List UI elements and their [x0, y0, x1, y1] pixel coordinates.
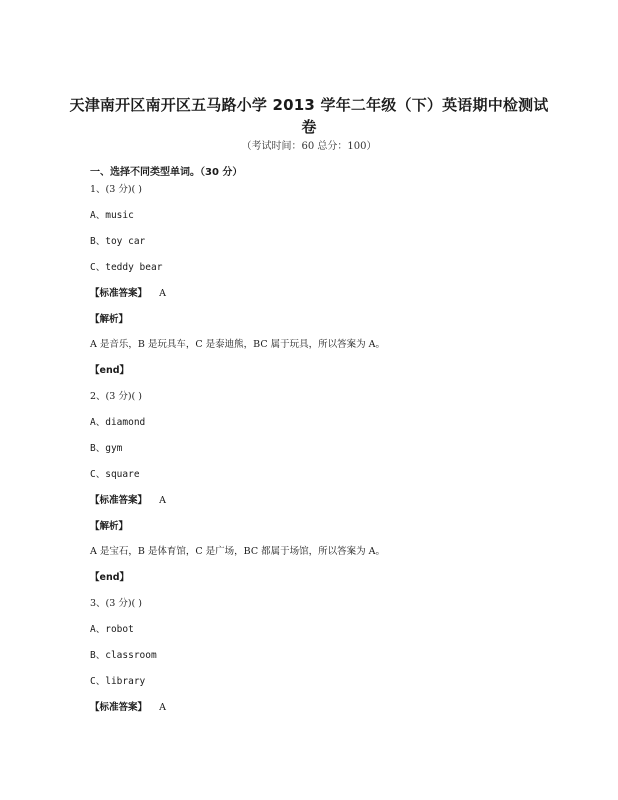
section-heading: 一、选择不同类型单词。（30 分）	[90, 167, 243, 178]
question-2-option-c: C、square	[90, 469, 140, 480]
question-2-stem: 2、(3 分)( )	[90, 391, 142, 402]
question-2-end: 【end】	[90, 572, 130, 583]
question-2-option-a: A、diamond	[90, 417, 146, 428]
question-2-answer: A	[159, 495, 166, 506]
question-1-end: 【end】	[90, 365, 130, 376]
answer-label: 【标准答案】	[90, 288, 148, 299]
question-3-option-c: C、library	[90, 676, 146, 687]
question-2-analysis-label: 【解析】	[90, 521, 129, 532]
question-3-answer-row	[90, 701, 166, 714]
question-3-stem: 3、(3 分)( )	[90, 598, 142, 609]
question-2-option-b: B、gym	[90, 443, 123, 454]
exam-title-line-2: 卷	[301, 118, 317, 136]
question-3-answer: A	[159, 702, 166, 713]
question-2-answer-row	[90, 494, 166, 507]
question-1-answer-row	[90, 287, 166, 300]
question-1-option-b: B、toy car	[90, 236, 146, 247]
question-1-analysis-label: 【解析】	[90, 314, 129, 325]
question-2-analysis: A 是宝石，B 是体育馆，C 是广场，BC 都属于场馆，所以答案为 A。	[90, 546, 385, 557]
exam-title-line-1: 天津南开区南开区五马路小学 2013 学年二年级（下）英语期中检测试	[69, 96, 549, 114]
exam-time-and-score: （考试时间：60 总分：100）	[241, 141, 377, 152]
answer-label: 【标准答案】	[90, 495, 148, 506]
question-1-option-c: C、teddy bear	[90, 262, 163, 273]
question-1-analysis: A 是音乐，B 是玩具车，C 是泰迪熊，BC 属于玩具，所以答案为 A。	[90, 339, 385, 350]
answer-label: 【标准答案】	[90, 702, 148, 713]
question-1-option-a: A、music	[90, 210, 134, 221]
exam-title	[60, 94, 558, 138]
question-1-answer: A	[159, 288, 166, 299]
question-3-option-b: B、classroom	[90, 650, 157, 661]
question-3-option-a: A、robot	[90, 624, 134, 635]
question-1-stem: 1、(3 分)( )	[90, 184, 142, 195]
